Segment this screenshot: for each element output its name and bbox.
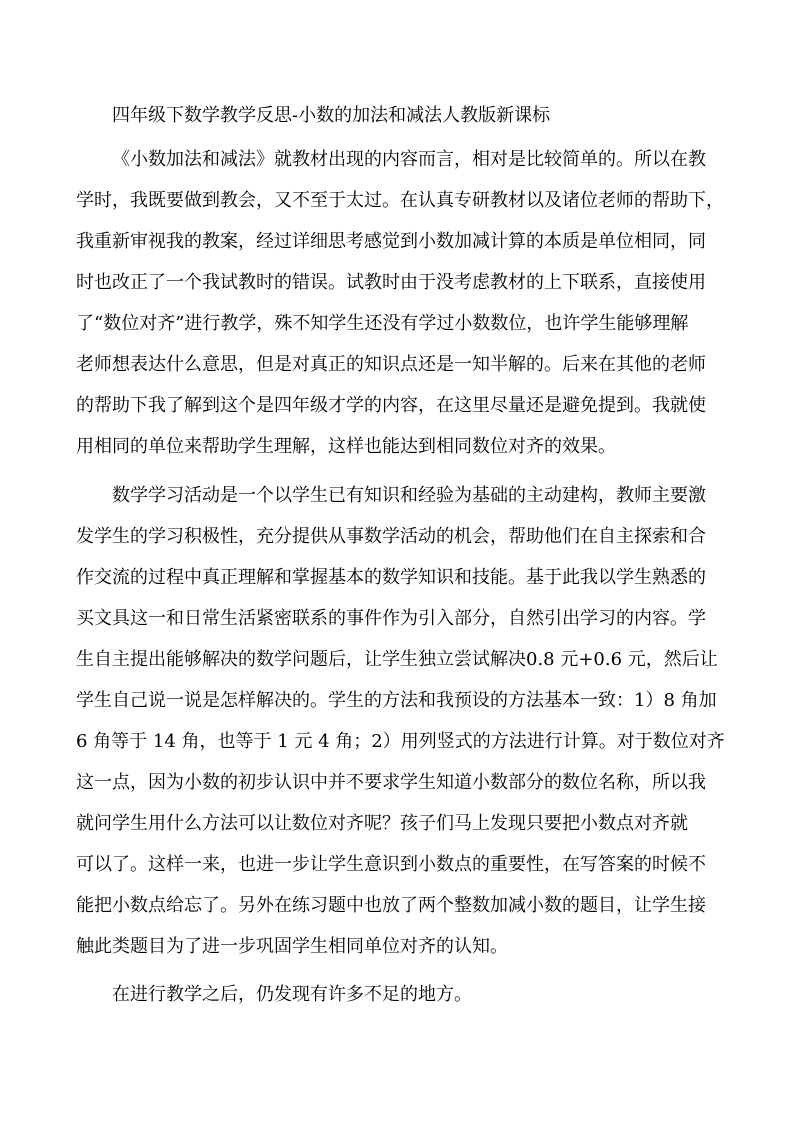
- paragraph-2-line-12: 触此类题目为了进一步巩固学生相同单位对齐的认知。: [76, 936, 508, 957]
- paragraph-1-line-1: 《小数加法和减法》就教材出现的内容而言，相对是比较简单的。所以在教: [112, 149, 706, 170]
- paragraph-2-line-9: 就问学生用什么方法可以让数位对齐呢？孩子们马上发现只要把小数点对齐就: [76, 813, 688, 834]
- paragraph-2-line-1: 数学学习活动是一个以学生已有知识和经验为基础的主动建构，教师主要激: [112, 485, 706, 506]
- paragraph-2-line-7: 6 角等于 14 角，也等于 1 元 4 角；2）用列竖式的方法进行计算。对于数位对齐: [76, 731, 725, 752]
- paragraph-2-line-8: 这一点，因为小数的初步认识中并不要求学生知道小数部分的数位名称，所以我: [76, 772, 706, 793]
- paragraph-1-line-5: 了“数位对齐”进行教学，殊不知学生还没有学过小数数位，也许学生能够理解: [76, 313, 689, 334]
- paragraph-1-line-2: 学时，我既要做到教会，又不至于太过。在认真专研教材以及诸位老师的帮助下，: [76, 190, 724, 211]
- paragraph-1-line-8: 用相同的单位来帮助学生理解，这样也能达到相同数位对齐的效果。: [76, 436, 616, 457]
- paragraph-2-line-4: 买文具这一和日常生活紧密联系的事件作为引入部分，自然引出学习的内容。学: [76, 608, 706, 629]
- paragraph-2-line-5: 生自主提出能够解决的数学问题后，让学生独立尝试解决0.8 元+0.6 元，然后让: [76, 649, 718, 670]
- paragraph-2-line-10: 可以了。这样一来，也进一步让学生意识到小数点的重要性，在写答案的时候不: [76, 854, 706, 875]
- paragraph-2-line-2: 发学生的学习积极性，充分提供从事数学活动的机会，帮助他们在自主探索和合: [76, 526, 706, 547]
- paragraph-1-line-3: 我重新审视我的教案，经过详细思考感觉到小数加减计算的本质是单位相同，同: [76, 231, 706, 252]
- paragraph-2-line-3: 作交流的过程中真正理解和掌握基本的数学知识和技能。基于此我以学生熟悉的: [76, 567, 706, 588]
- paragraph-1-line-7: 的帮助下我了解到这个是四年级才学的内容，在这里尽量还是避免提到。我就使: [76, 395, 706, 416]
- document-title: 四年级下数学教学反思-小数的加法和减法人教版新课标: [112, 105, 551, 126]
- paragraph-2-line-6: 学生自己说一说是怎样解决的。学生的方法和我预设的方法基本一致：1）8 角加: [76, 690, 717, 711]
- paragraph-2-line-11: 能把小数点给忘了。另外在练习题中也放了两个整数加减小数的题目，让学生接: [76, 895, 706, 916]
- paragraph-3-line-1: 在进行教学之后，仍发现有许多不足的地方。: [112, 984, 472, 1005]
- paragraph-1-line-4: 时也改正了一个我试教时的错误。试教时由于没考虑教材的上下联系，直接使用: [76, 272, 706, 293]
- paragraph-1-line-6: 老师想表达什么意思，但是对真正的知识点还是一知半解的。后来在其他的老师: [76, 354, 706, 375]
